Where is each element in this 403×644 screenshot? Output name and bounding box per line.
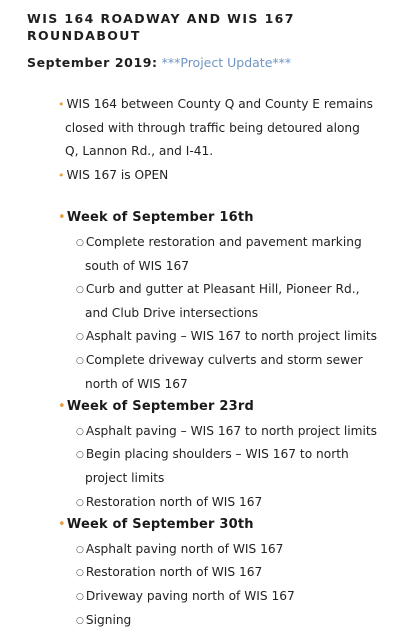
intro-bullet xyxy=(58,92,378,117)
page-title: WIS 164 ROADWAY AND WIS 167 ROUNDABOUT xyxy=(27,11,295,43)
sub-bullet-marker: ○ xyxy=(76,356,84,367)
task-item xyxy=(76,348,381,374)
task-text: Driveway paving north of WIS 167 xyxy=(85,589,295,604)
sub-bullet-marker: ○ xyxy=(76,285,84,296)
week-heading xyxy=(58,395,254,419)
task-text: Signing xyxy=(85,612,132,627)
task-item xyxy=(76,608,381,634)
task-text: Asphalt paving – WIS 167 to north project limits xyxy=(85,423,378,438)
task-text: Asphalt paving – WIS 167 to north project limits xyxy=(85,329,378,344)
week-heading-text: Week of September 30th xyxy=(66,517,254,533)
task-item-continuation xyxy=(85,254,390,278)
bullet-marker: • xyxy=(58,210,66,226)
sub-bullet-marker: ○ xyxy=(76,332,84,343)
task-text: and Club Drive intersections xyxy=(85,305,259,320)
project-update-tag: ***Project Update*** xyxy=(161,55,292,70)
task-item-continuation xyxy=(85,301,390,325)
bullet-marker: • xyxy=(58,168,65,182)
task-text: north of WIS 167 xyxy=(85,376,188,391)
task-item xyxy=(76,324,381,350)
bullet-text: Q, Lannon Rd., and I-41. xyxy=(65,144,214,159)
sub-bullet-marker: ○ xyxy=(76,544,84,555)
week-heading-text: Week of September 16th xyxy=(66,210,254,226)
week-heading xyxy=(58,513,254,537)
week-heading-text: Week of September 23rd xyxy=(66,399,254,415)
sub-bullet-marker: ○ xyxy=(76,450,84,461)
task-item xyxy=(76,419,381,445)
bullet-text: WIS 164 between County Q and County E remains xyxy=(66,97,373,111)
sub-bullet-marker: ○ xyxy=(76,497,84,508)
bullet-marker: • xyxy=(58,517,66,533)
intro-bullet-continuation xyxy=(65,139,385,163)
task-text: Complete restoration and pavement marking xyxy=(85,235,362,250)
task-text: Restoration north of WIS 167 xyxy=(85,494,263,509)
intro-bullet xyxy=(58,163,378,188)
week-heading xyxy=(58,206,254,230)
task-text: project limits xyxy=(85,471,165,486)
sub-bullet-marker: ○ xyxy=(76,615,84,626)
task-item xyxy=(76,277,381,303)
task-item xyxy=(76,490,381,516)
task-item-continuation xyxy=(85,466,390,490)
task-text: Curb and gutter at Pleasant Hill, Pioneer Rd., xyxy=(85,282,360,297)
sub-bullet-marker: ○ xyxy=(76,426,84,437)
task-text: Asphalt paving north of WIS 167 xyxy=(85,541,284,556)
task-item xyxy=(76,230,381,256)
task-item xyxy=(76,537,381,563)
bullet-marker: • xyxy=(58,98,65,111)
sub-bullet-marker: ○ xyxy=(76,568,84,579)
sub-bullet-marker: ○ xyxy=(76,238,84,249)
task-text: south of WIS 167 xyxy=(85,258,190,273)
bullet-text: WIS 167 is OPEN xyxy=(66,167,169,182)
task-item xyxy=(76,560,381,586)
task-item xyxy=(76,584,381,610)
update-line xyxy=(27,54,291,71)
sub-bullet-marker: ○ xyxy=(76,592,84,603)
update-date: September 2019: xyxy=(27,55,158,70)
task-item-continuation xyxy=(85,372,390,396)
task-text: Restoration north of WIS 167 xyxy=(85,565,263,580)
task-text: Complete driveway culverts and storm sewer xyxy=(85,353,363,368)
intro-bullet-continuation xyxy=(65,116,385,140)
task-text: Begin placing shoulders – WIS 167 to north xyxy=(85,447,349,462)
bullet-text: closed with through traffic being detoured along xyxy=(65,120,360,135)
bullet-marker: • xyxy=(58,399,66,415)
task-item xyxy=(76,442,381,468)
